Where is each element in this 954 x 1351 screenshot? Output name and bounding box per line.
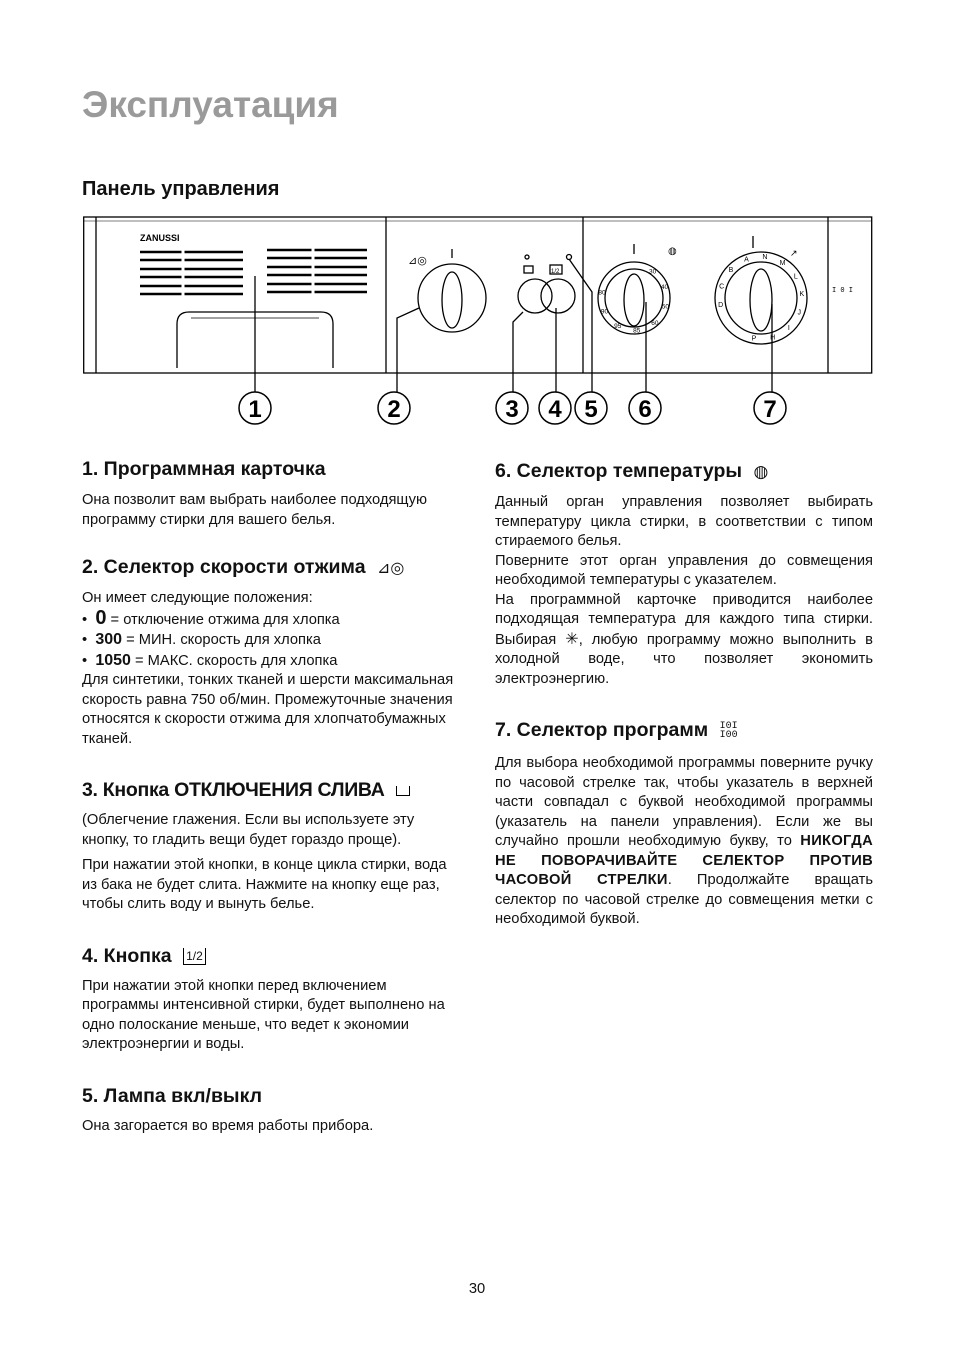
callout-3 <box>496 392 528 424</box>
section-1-heading: 1. Программная карточка <box>82 458 326 480</box>
svg-text:↗: ↗ <box>790 249 798 259</box>
callout-6 <box>629 392 661 424</box>
list-item: • 0 = отключение отжима для хлопка <box>82 606 340 629</box>
section-4-text: При нажатии этой кнопки перед включением программы интенсивной стирки, будет выполнено на одно полоскание меньше, что ведет к экономии электроэнергии и воды. <box>82 977 445 1052</box>
svg-text:1: 1 <box>248 396 262 423</box>
program-dial-letter: K <box>799 291 805 299</box>
spin-positions-list <box>82 606 462 672</box>
program-dial-letter: P <box>751 335 757 343</box>
svg-text:2: 2 <box>387 396 401 423</box>
callout-2 <box>378 392 410 424</box>
svg-text:4: 4 <box>548 396 562 423</box>
svg-text:5: 5 <box>584 396 598 423</box>
temperature-dial-mark: 85 <box>633 327 641 335</box>
spin-icon: ⊿◎ <box>408 255 427 267</box>
temperature-dial-mark: 80 <box>598 289 606 297</box>
half-rinse-icon: 1/2 <box>183 948 206 965</box>
temperature-dial-mark: 40 <box>660 283 669 291</box>
program-dial-letter: J <box>797 309 802 317</box>
list-item: • 300 = МИН. скорость для хлопка <box>82 631 321 648</box>
section-5-text: Она загорается во время работы прибора. <box>82 1117 374 1134</box>
svg-text:7: 7 <box>763 396 777 423</box>
program-dial-letter: I <box>787 325 790 333</box>
temperature-knob <box>598 244 670 334</box>
page-number: 30 <box>468 1281 486 1297</box>
control-panel-diagram <box>83 214 873 429</box>
thermometer-icon: ◍ <box>753 461 769 481</box>
callout-7 <box>754 392 786 424</box>
program-dial-letter: M <box>779 260 786 268</box>
callout-1 <box>239 392 271 424</box>
right-column <box>495 460 873 930</box>
temperature-dial-mark: 60 <box>651 319 659 327</box>
section-7-text: Для выбора необходимой программы поверните ручку по часовой стрелке так, чтобы указатель в верхней части совпадал с буквой необходимой программы (указатель на панели управления). Если же вы случайно прошли необходимую букву, то НИКОГДА НЕ ПОВОРАЧИВАЙТЕ СЕЛЕКТОР ПРОТИВ ЧАСОВОЙ СТРЕЛКИ. Продолжайте вращать селектор по часовой стрелке до совмещения метки с необходимой буквой. <box>495 755 873 927</box>
section-4-heading: 4. Кнопка 1/2 <box>82 945 462 968</box>
program-dial-letter: H <box>770 334 776 342</box>
page-title: Эксплуатация <box>82 84 339 125</box>
program-dial-letter: A <box>744 256 749 264</box>
section-3-text-1: (Облегчение глажения. Если вы используете эту кнопку, то гладить вещи будет гораздо проще). <box>82 812 415 848</box>
program-dial-letter: C <box>719 283 725 291</box>
spin-speed-icon: ⊿◎ <box>376 559 405 577</box>
list-item: • 1050 = МАКС. скорость для хлопка <box>82 651 338 669</box>
buttons <box>518 255 575 314</box>
temperature-dial-mark: 95 <box>614 323 622 331</box>
program-card <box>140 250 367 294</box>
program-dial-letter: B <box>728 267 734 275</box>
program-dial-letter: N <box>762 254 768 262</box>
program-dial-letter: L <box>793 273 798 281</box>
svg-text:I 0 I: I 0 I <box>832 287 854 295</box>
temperature-dial-mark: 30 <box>648 268 657 276</box>
section-3-heading: 3. Кнопка ОТКЛЮЧЕНИЯ СЛИВА <box>82 779 462 802</box>
callout-4 <box>539 392 571 424</box>
program-selector-icon: I0I I00 <box>719 720 738 741</box>
temperature-dial-mark: 50 <box>661 303 670 311</box>
section-7-heading: 7. Селектор программ I0I I00 <box>495 719 738 741</box>
svg-text:6: 6 <box>638 396 652 423</box>
section-2-text: Для синтетики, тонких тканей и шерсти максимальная скорость равна 750 об/мин. Промежуточные значения относятся к скорости отжима для хлопчатобумажных тканей. <box>82 672 454 747</box>
section-6-para-3: На программной карточке приводится наиболее подходящая температура для каждого типа стирки. Выбирая ✳, любую программу можно выполнить в холодной воде, что позволяет экономить электроэнергию. <box>495 591 873 687</box>
section-6-heading: 6. Селектор температуры ◍ <box>495 460 769 482</box>
callout-5 <box>575 392 607 424</box>
temperature-dial-mark: 90 <box>600 308 609 316</box>
panel-heading: Панель управления <box>82 178 280 200</box>
left-column <box>82 458 462 1136</box>
section-6-para-2: Поверните этот орган управления до совмещения необходимой температуры с указателем. <box>495 552 873 588</box>
svg-text:3: 3 <box>505 396 519 423</box>
cold-wash-icon: ✳ <box>565 630 579 648</box>
no-drain-icon <box>396 786 410 796</box>
section-6-para-1: Данный орган управления позволяет выбирать температуру цикла стирки, в соответствии с типом стираемого белья. <box>495 494 873 549</box>
brand-logo: ZANUSSI <box>140 233 180 243</box>
section-1-text: Она позволит вам выбрать наиболее подходящую программу стирки для вашего белья. <box>82 492 428 528</box>
section-3-text-2: При нажатии этой кнопки, в конце цикла стирки, вода из бака не будет слита. Нажмите на кнопку еще раз, чтобы слить воду и вынуть белье. <box>82 857 447 912</box>
section-2-intro: Он имеет следующие положения: <box>82 590 313 606</box>
program-dial-letter: D <box>718 302 724 310</box>
section-5-heading: 5. Лампа вкл/выкл <box>82 1084 262 1107</box>
svg-text:1/2: 1/2 <box>551 269 560 275</box>
section-2-heading: 2. Селектор скорости отжима ⊿◎ <box>82 556 405 578</box>
spin-knob <box>418 249 486 332</box>
temperature-icon: ◍ <box>668 246 677 257</box>
